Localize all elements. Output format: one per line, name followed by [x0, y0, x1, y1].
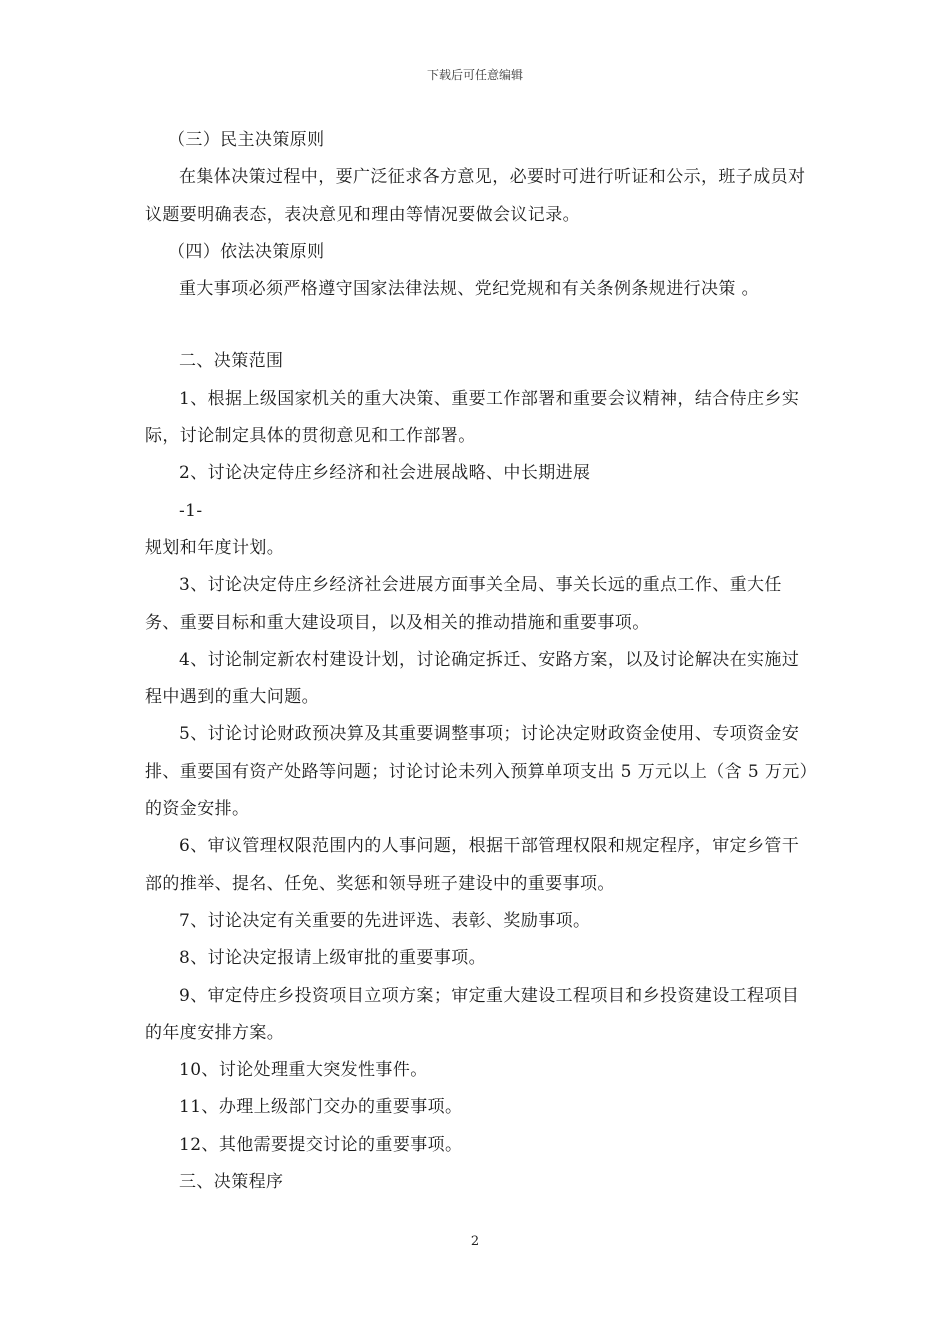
paragraph-legal: 重大事项必须严格遵守国家法律法规、党纪党规和有关条例条规进行决策 。: [179, 279, 760, 300]
inline-page-marker: -1-: [179, 500, 203, 521]
scope-item-7: 7、讨论决定有关重要的先进评选、表彰、奖励事项。: [179, 910, 591, 931]
scope-item-6: 6、审议管理权限范围内的人事问题，根据干部管理权限和规定程序，审定乡管干部的推举、提名、任免、奖惩和领导班子建设中的重要事项。: [145, 836, 800, 894]
scope-item-11: 11、办理上级部门交办的重要事项。: [179, 1097, 463, 1118]
section-heading-democratic: （三）民主决策原则: [167, 130, 325, 150]
scope-item-1: 1、根据上级国家机关的重大决策、重要工作部署和重要会议精神，结合侍庄乡实际，讨论制定具体的贯彻意见和工作部署。: [145, 388, 800, 447]
section-heading-scope: 二、决策范围: [179, 351, 284, 372]
section-heading-procedure: 三、决策程序: [179, 1172, 284, 1193]
scope-item-2: 2、讨论决定侍庄乡经济和社会进展战略、中长期进展: [179, 463, 591, 484]
document-body: [145, 122, 813, 1201]
scope-item-2-continued: 规划和年度计划。: [145, 537, 285, 558]
page-number: 2: [470, 1234, 480, 1249]
page-header-note: 下载后可任意编辑: [426, 68, 523, 82]
scope-item-8: 8、讨论决定报请上级审批的重要事项。: [179, 948, 487, 969]
scope-item-4: 4、讨论制定新农村建设计划，讨论确定拆迁、安路方案，以及讨论解决在实施过程中遇到的重大问题。: [145, 649, 800, 708]
scope-item-12: 12、其他需要提交讨论的重要事项。: [179, 1134, 463, 1155]
scope-item-10: 10、讨论处理重大突发性事件。: [179, 1060, 428, 1081]
scope-item-5: 5、讨论讨论财政预决算及其重要调整事项；讨论决定财政资金使用、专项资金安排、重要国有资产处路等问题；讨论讨论未列入预算单项支出 5 万元以上（含 5 万元）的资金安排。: [145, 724, 809, 820]
scope-item-3: 3、讨论决定侍庄乡经济社会进展方面事关全局、事关长远的重点工作、重大任务、重要目标和重大建设项目，以及相关的推动措施和重要事项。: [145, 575, 782, 633]
section-heading-legal: （四）依法决策原则: [167, 241, 325, 262]
scope-item-9: 9、审定侍庄乡投资项目立项方案；审定重大建设工程项目和乡投资建设工程项目的年度安排方案。: [145, 985, 800, 1043]
paragraph-democratic: 在集体决策过程中，要广泛征求各方意见，必要时可进行听证和公示，班子成员对议题要明确表态，表决意见和理由等情况要做会议记录。: [145, 167, 806, 225]
paragraph-spacer: [145, 308, 813, 343]
